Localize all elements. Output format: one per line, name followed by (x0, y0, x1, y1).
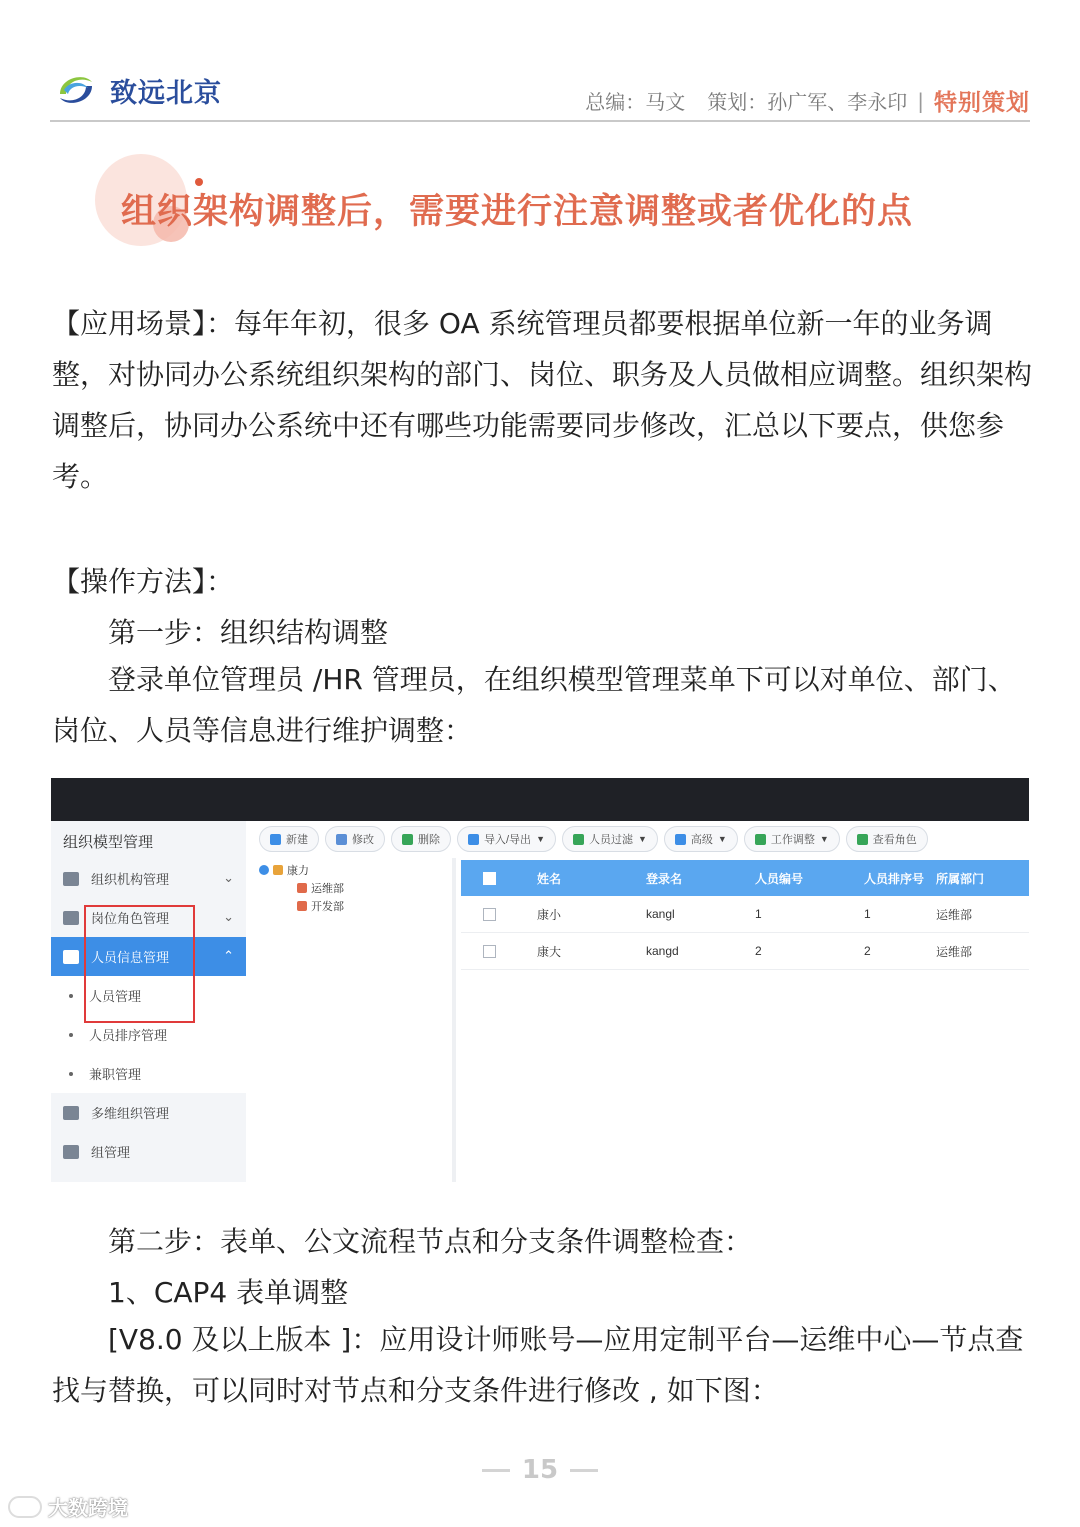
work-adjust-button[interactable] (744, 826, 840, 852)
chief-editor: 总编：马文 (585, 90, 686, 114)
credits-separator: | (917, 88, 924, 113)
department-icon (297, 883, 307, 893)
table-row[interactable] (461, 896, 1029, 933)
network-icon (63, 1106, 79, 1120)
menu-item-multi-dim-org[interactable] (51, 1093, 246, 1132)
brand-name: 致远北京 (110, 77, 222, 109)
edit-button[interactable] (325, 826, 385, 852)
person-filter-button[interactable] (562, 826, 658, 852)
button-label: 高级 (690, 834, 713, 846)
column-header-login[interactable]: 登录名 (646, 871, 683, 886)
side-menu (51, 821, 246, 1182)
adjust-icon (755, 834, 766, 845)
role-icon (857, 834, 868, 845)
person-icon (63, 950, 79, 964)
tree-node-dev[interactable] (297, 898, 344, 914)
watermark (8, 1492, 128, 1521)
chevron-down-icon: ⌄ (223, 909, 234, 924)
org-tree (253, 858, 456, 1182)
bullet-icon (69, 1033, 73, 1037)
seeyon-logo-icon (50, 64, 102, 116)
button-label: 导入/导出 (484, 834, 532, 846)
caret-down-icon: ▼ (637, 834, 647, 844)
import-export-button[interactable] (457, 826, 556, 852)
button-label: 工作调整 (770, 834, 815, 846)
item1-description: [V8.0 及以上版本 ]：应用设计师账号—应用定制平台—运维中心—节点查找与替换，可以同时对节点和分支条件进行修改 , 如下图： (52, 1323, 1024, 1407)
menu-item-label: 组管理 (91, 1145, 131, 1160)
tree-node-label: 运维部 (311, 883, 344, 895)
app-top-bar (51, 778, 1029, 821)
menu-item-label: 人员信息管理 (91, 950, 170, 965)
button-label: 新建 (286, 834, 308, 846)
submenu-label: 人员管理 (89, 989, 142, 1004)
column-header-department[interactable]: 所属部门 (936, 871, 985, 886)
credits (585, 84, 1030, 117)
caret-down-icon: ▼ (717, 834, 727, 844)
button-label: 查看角色 (872, 834, 917, 846)
org-model-screenshot (51, 778, 1029, 1182)
watermark-logo-icon (8, 1496, 42, 1518)
column-header-sort[interactable]: 人员排序号 (864, 871, 925, 886)
page-number-value: 15 (521, 1455, 559, 1485)
menu-item-label: 组织机构管理 (91, 872, 170, 887)
bullet-icon (69, 1072, 73, 1076)
cell-login: kangd (646, 944, 679, 958)
collapse-icon[interactable] (259, 865, 269, 875)
page-number (0, 1455, 1080, 1485)
section-title: 组织架构调整后，需要进行注意调整或者优化的点 (121, 192, 914, 232)
import-export-icon (468, 834, 479, 845)
trash-icon (402, 834, 413, 845)
group-icon (63, 1145, 79, 1159)
bullet-icon (69, 994, 73, 998)
view-role-button[interactable] (846, 826, 928, 852)
side-menu-title: 组织模型管理 (63, 834, 154, 851)
menu-item-label: 多维组织管理 (91, 1106, 170, 1121)
filter-person-icon (573, 834, 584, 845)
new-icon (270, 834, 281, 845)
watermark-text: 大数跨境 (48, 1496, 128, 1520)
step2-heading: 第二步：表单、公文流程节点和分支条件调整检查： (108, 1225, 753, 1258)
column-header-name[interactable]: 姓名 (537, 871, 562, 886)
tree-node-label: 康力 (287, 865, 309, 877)
cell-department: 运维部 (936, 944, 973, 959)
item1-heading: 1、CAP4 表单调整 (108, 1276, 349, 1309)
select-all-checkbox[interactable] (483, 872, 496, 885)
planners: 策划：孙广军、李永印 (707, 90, 908, 114)
cell-name: 康小 (537, 907, 562, 922)
submenu-label: 兼职管理 (89, 1067, 142, 1082)
section-tag: 特别策划 (934, 90, 1030, 116)
new-button[interactable] (259, 826, 319, 852)
cell-code: 1 (755, 907, 762, 921)
tree-node-label: 开发部 (311, 901, 344, 913)
page-header (50, 60, 1030, 122)
column-header-code[interactable]: 人员编号 (755, 871, 804, 886)
toolbar (259, 826, 934, 852)
method-heading: 【操作方法】： (52, 565, 235, 598)
tree-node-ops[interactable] (297, 880, 344, 896)
table-header (461, 860, 1029, 896)
button-label: 删除 (418, 834, 440, 846)
button-label: 修改 (352, 834, 374, 846)
section-title-block (95, 150, 995, 250)
page-number-dash (570, 1469, 598, 1472)
menu-item-org-structure[interactable] (51, 859, 246, 898)
button-label: 人员过滤 (588, 834, 633, 846)
caret-down-icon: ▼ (536, 834, 545, 844)
highlight-box (84, 905, 195, 1023)
chevron-down-icon: ⌄ (223, 870, 234, 885)
menu-item-group[interactable] (51, 1132, 246, 1171)
page-number-dash (482, 1469, 510, 1472)
step1-description: 登录单位管理员 /HR 管理员，在组织模型管理菜单下可以对单位、部门、岗位、人员等信息进行维护调整： (52, 663, 1016, 747)
delete-button[interactable] (391, 826, 451, 852)
menu-item-label: 岗位角色管理 (91, 911, 170, 926)
row-checkbox[interactable] (483, 945, 496, 958)
brand-logo (50, 64, 222, 116)
cell-login: kangl (646, 907, 675, 921)
people-icon (63, 911, 79, 925)
edit-icon (336, 834, 347, 845)
cell-name: 康大 (537, 944, 562, 959)
cell-sort: 2 (864, 944, 871, 958)
submenu-label: 人员排序管理 (89, 1028, 168, 1043)
advanced-button[interactable] (664, 826, 738, 852)
tree-node-root[interactable] (259, 862, 309, 878)
table-row[interactable] (461, 933, 1029, 970)
building-icon (63, 872, 79, 886)
org-unit-icon (273, 865, 283, 875)
cell-department: 运维部 (936, 907, 973, 922)
submenu-item-part-time[interactable] (51, 1054, 246, 1093)
scenario-paragraph: 【应用场景】：每年年初，很多 OA 系统管理员都要根据单位新一年的业务调整，对协同办公系统组织架构的部门、岗位、职务及人员做相应调整。组织架构调整后，协同办公系统中还有哪些功能需要同步修改，汇总以下要点，供您参考。 (52, 307, 1033, 493)
cell-code: 2 (755, 944, 762, 958)
step1-heading: 第一步：组织结构调整 (108, 616, 389, 649)
cell-sort: 1 (864, 907, 871, 921)
caret-down-icon: ▼ (819, 834, 829, 844)
row-checkbox[interactable] (483, 908, 496, 921)
personnel-table (461, 860, 1029, 970)
gear-icon (675, 834, 686, 845)
department-icon (297, 901, 307, 911)
chevron-up-icon: ⌃ (223, 948, 234, 963)
